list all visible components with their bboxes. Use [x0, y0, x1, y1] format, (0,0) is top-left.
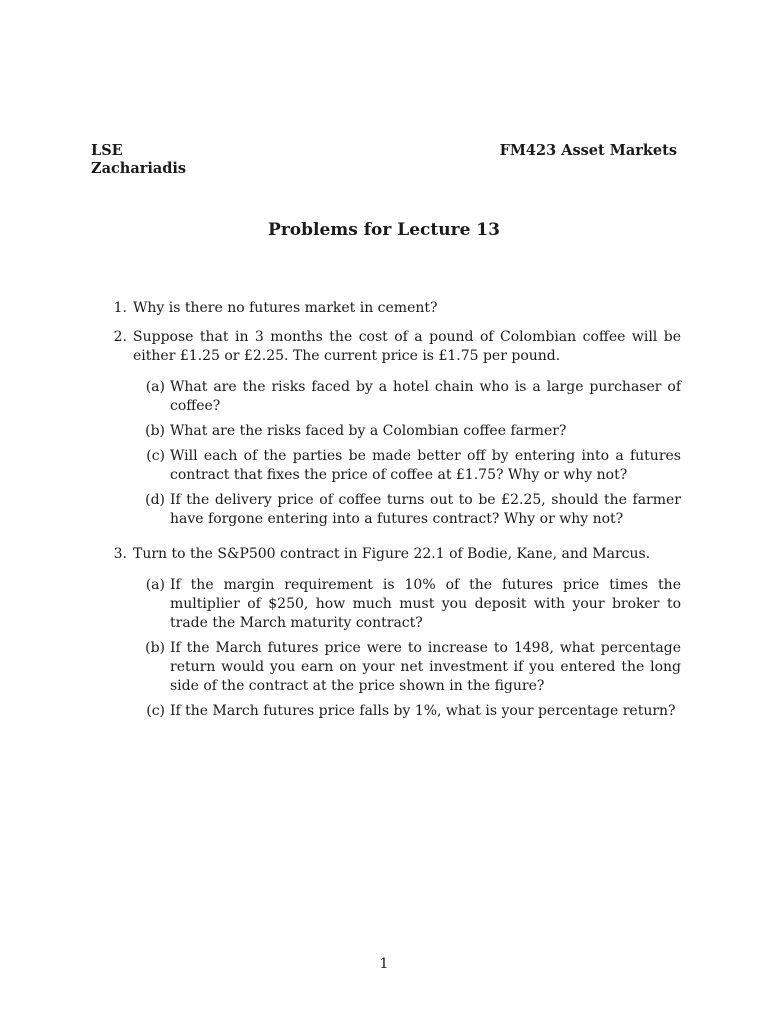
subquestion-text: If the margin requirement is 10% of the futures price times the multiplier of $250, how much must you deposit with your broker to trade the March maturity contract? [170, 577, 681, 631]
problem-text: Why is there no futures market in cement? [133, 300, 438, 316]
subquestion-item [133, 576, 681, 633]
problem-number: 1. [113, 300, 127, 316]
subquestion-label: (d) [145, 492, 165, 508]
problem-body [127, 545, 681, 727]
subquestion-item [133, 422, 681, 441]
subquestion-text: What are the risks faced by a Colombian coffee farmer? [170, 423, 567, 439]
subquestion-text: If the March futures price falls by 1%, what is your percentage return? [170, 703, 676, 719]
subquestion-label: (c) [146, 448, 165, 464]
subquestion-label: (b) [145, 640, 165, 656]
problem-text: Suppose that in 3 months the cost of a pound of Colombian coffee will be either £1.25 or £2.25. The current price is £1.75 per pound. [133, 329, 681, 364]
subquestion-text: Will each of the parties be made better off by entering into a futures contract that fixes the price of coffee at £1.75? Why or why not? [170, 448, 681, 483]
problem-number: 3. [113, 546, 127, 562]
page-title: Problems for Lecture 13 [268, 220, 500, 240]
problem-item [91, 328, 681, 535]
subquestion-label: (a) [145, 577, 165, 593]
header-left [91, 142, 186, 178]
subquestion-label: (a) [145, 379, 165, 395]
problem-list [91, 299, 681, 737]
subquestion-text: If the March futures price were to increase to 1498, what percentage return would you earn on your net investment if you entered the long side of the contract at the price shown in the figure? [170, 640, 681, 694]
problem-body [127, 328, 681, 535]
problem-text: Turn to the S&P500 contract in Figure 22.1 of Bodie, Kane, and Marcus. [133, 546, 651, 562]
subquestion-item [133, 378, 681, 416]
problem-body [127, 299, 681, 318]
problem-item [91, 545, 681, 727]
subquestion-list [133, 378, 681, 529]
page-number: 1 [379, 956, 389, 972]
subquestion-text: What are the risks faced by a hotel chain who is a large purchaser of coffee? [170, 379, 681, 414]
institution-name: LSE [91, 142, 123, 159]
course-title: FM423 Asset Markets [499, 142, 677, 159]
subquestion-text: If the delivery price of coffee turns out to be £2.25, should the farmer have forgone entering into a futures contract? Why or why not? [170, 492, 681, 527]
problem-item [91, 299, 681, 318]
subquestion-label: (b) [145, 423, 165, 439]
subquestion-list [133, 576, 681, 721]
subquestion-item [133, 639, 681, 696]
problem-number: 2. [113, 329, 127, 345]
subquestion-item [133, 491, 681, 529]
subquestion-label: (c) [146, 703, 165, 719]
subquestion-item [133, 447, 681, 485]
author-name: Zachariadis [91, 160, 187, 177]
subquestion-item [133, 702, 681, 721]
